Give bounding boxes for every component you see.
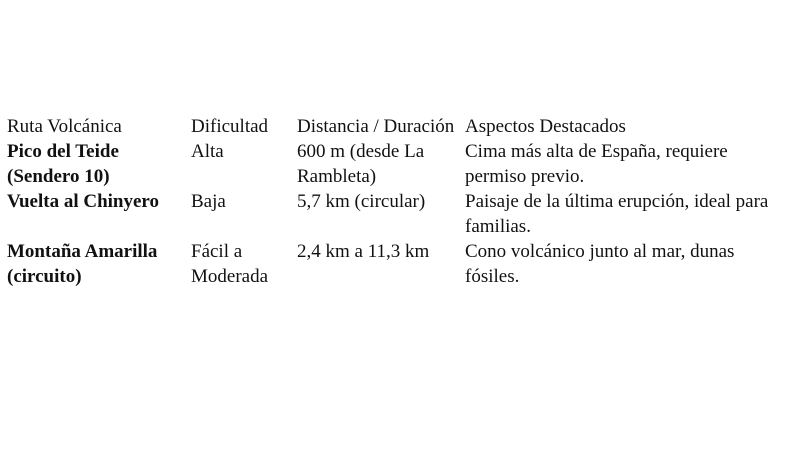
table-header-row [5, 114, 785, 139]
route-name: Pico del Teide (Sendero 10) [7, 141, 119, 187]
table-row [5, 139, 785, 189]
header-difficulty: Dificultad [191, 116, 269, 137]
route-highlights: Paisaje de la última erupción, ideal para familias. [465, 191, 769, 237]
route-highlights: Cono volcánico junto al mar, dunas fósiles. [465, 241, 735, 287]
table-row [5, 189, 785, 239]
table-row [5, 239, 785, 289]
routes-table [5, 114, 785, 289]
route-highlights: Cima más alta de España, requiere permiso previo. [465, 141, 728, 187]
header-distance: Distancia / Duración [297, 116, 455, 137]
route-difficulty: Baja [191, 191, 226, 212]
header-highlights: Aspectos Destacados [465, 116, 626, 137]
route-name: Vuelta al Chinyero [7, 191, 160, 212]
route-distance: 2,4 km a 11,3 km [297, 241, 430, 262]
route-difficulty: Fácil a Moderada [191, 241, 269, 287]
header-route: Ruta Volcánica [7, 116, 122, 137]
route-distance: 5,7 km (circular) [297, 191, 426, 212]
route-name: Montaña Amarilla (circuito) [7, 241, 158, 287]
route-difficulty: Alta [191, 141, 224, 162]
route-distance: 600 m (desde La Rambleta) [297, 141, 425, 187]
